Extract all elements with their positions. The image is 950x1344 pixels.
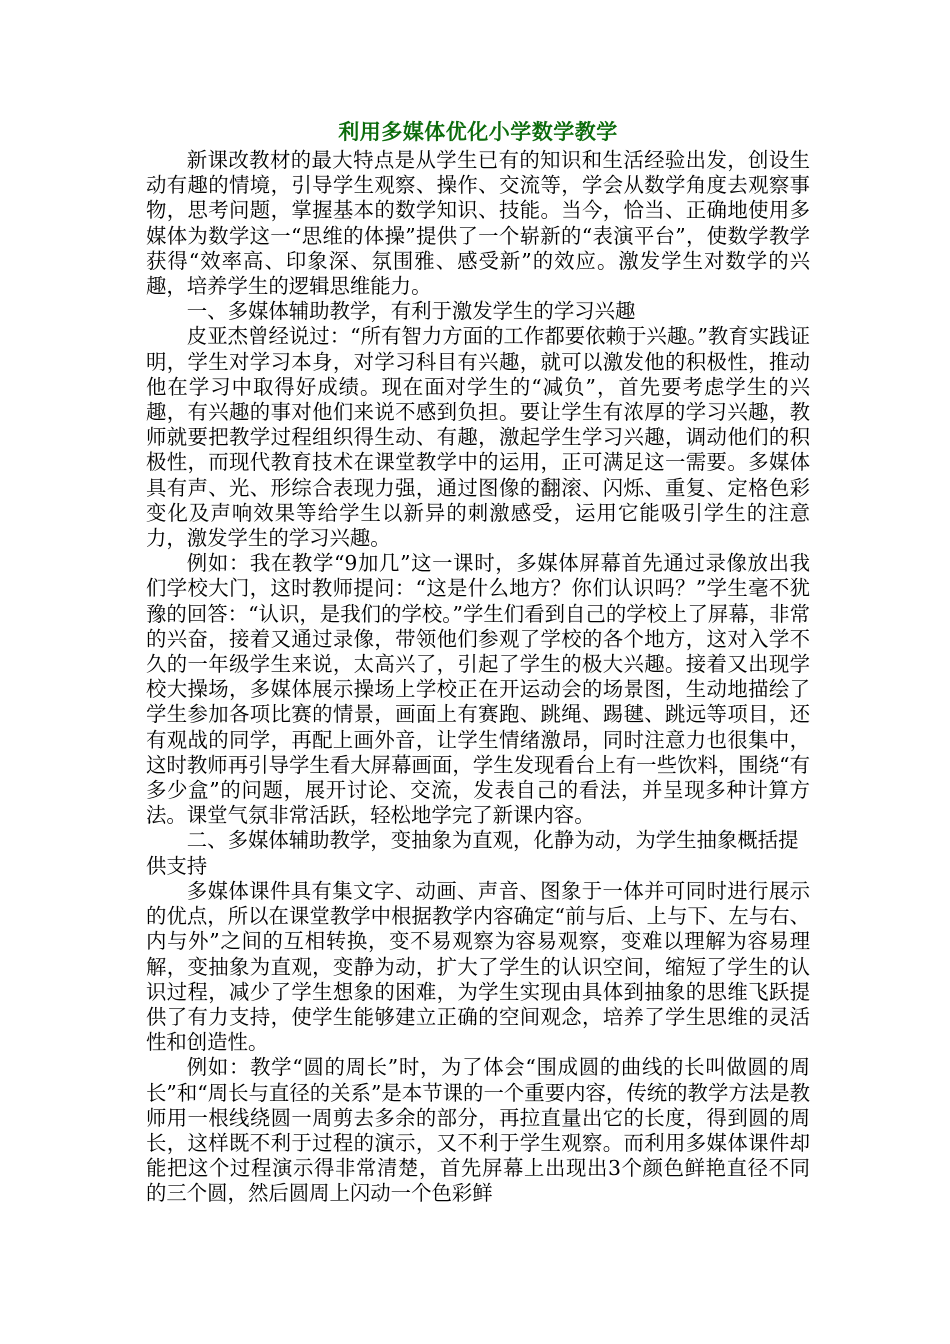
example-paragraph: 例如：我在教学“9加几”这一课时，多媒体屏幕首先通过录像放出我们学校大门，这时教师提问：“这是什么地方？你们认识吗？”学生毫不犹豫的回答：“认识，是我们的学校。”学生们看到自己的学校上了屏幕，非常的兴奋，接着又通过录像，带领他们参观了学校的各个地方，这对入学不久的一年级学生来说，太高兴了，引起了学生的极大兴趣。接着又出现学校大操场，多媒体展示操场上学校正在开运动会的场景图，生动地描绘了学生参加各项比赛的情景，画面上有赛跑、跳绳、踢毽、跳远等项目，还有观战的同学，再配上画外音，让学生情绪激昂，同时注意力也很集中，这时教师再引导学生看大屏幕画面，学生发现看台上有一些饮料，围绕“有多少盒”的问题，展开讨论、交流，发表自己的看法，并呈现多种计算方法。课堂气氛非常活跃，轻松地学完了新课内容。 [146, 551, 810, 828]
section-heading-2: 二、多媒体辅助教学，变抽象为直观，化静为动，为学生抽象概括提供支持 [146, 828, 799, 878]
document-title: 利用多媒体优化小学数学教学 [338, 119, 618, 144]
document-page [146, 118, 810, 1207]
body-paragraph: 皮亚杰曾经说过：“所有智力方面的工作都要依赖于兴趣。”教育实践证明，学生对学习本身，对学习科目有兴趣，就可以激发他的积极性，推动他在学习中取得好成绩。现在面对学生的“减负”，首先要考虑学生的兴趣，有兴趣的事对他们来说不感到负担。要让学生有浓厚的学习兴趣，教师就要把教学过程组织得生动、有趣，激起学生学习兴趣，调动他们的积极性，而现代教育技术在课堂教学中的运用，正可满足这一需要。多媒体具有声、光、形综合表现力强，通过图像的翻滚、闪烁、重复、定格色彩变化及声响效果等给学生以新异的刺激感受，运用它能吸引学生的注意力，激发学生的学习兴趣。 [146, 324, 810, 551]
example-paragraph: 例如：教学“圆的周长”时，为了体会“围成圆的曲线的长叫做圆的周长”和“周长与直径的关系”是本节课的一个重要内容，传统的教学方法是教师用一根线绕圆一周剪去多余的部分，再拉直量出它的长度，得到圆的周长，这样既不利于过程的演示，又不利于学生观察。而利用多媒体课件却能把这个过程演示得非常清楚，首先屏幕上出现出3个颜色鲜艳直径不同的三个圆，然后圆周上闪动一个色彩鲜 [146, 1055, 810, 1206]
intro-paragraph: 新课改教材的最大特点是从学生已有的知识和生活经验出发，创设生动有趣的情境，引导学生观察、操作、交流等，学会从数学角度去观察事物，思考问题，掌握基本的数学知识、技能。当今，恰当、正确地使用多媒体为数学这一“思维的体操”提供了一个崭新的“表演平台”，使数学教学获得“效率高、印象深、氛围雅、感受新”的效应。激发学生对数学的兴趣，培养学生的逻辑思维能力。 [146, 148, 810, 299]
body-paragraph: 多媒体课件具有集文字、动画、声音、图象于一体并可同时进行展示的优点，所以在课堂教学中根据教学内容确定“前与后、上与下、左与右、内与外”之间的互相转换，变不易观察为容易观察，变难以理解为容易理解，变抽象为直观，变静为动，扩大了学生的认识空间，缩短了学生的认识过程，减少了学生想象的困难，为学生实现由具体到抽象的思维飞跃提供了有力支持，使学生能够建立正确的空间观念，培养了学生思维的灵活性和创造性。 [146, 878, 810, 1055]
section-heading-1: 一、多媒体辅助教学，有利于激发学生的学习兴趣 [186, 299, 636, 324]
